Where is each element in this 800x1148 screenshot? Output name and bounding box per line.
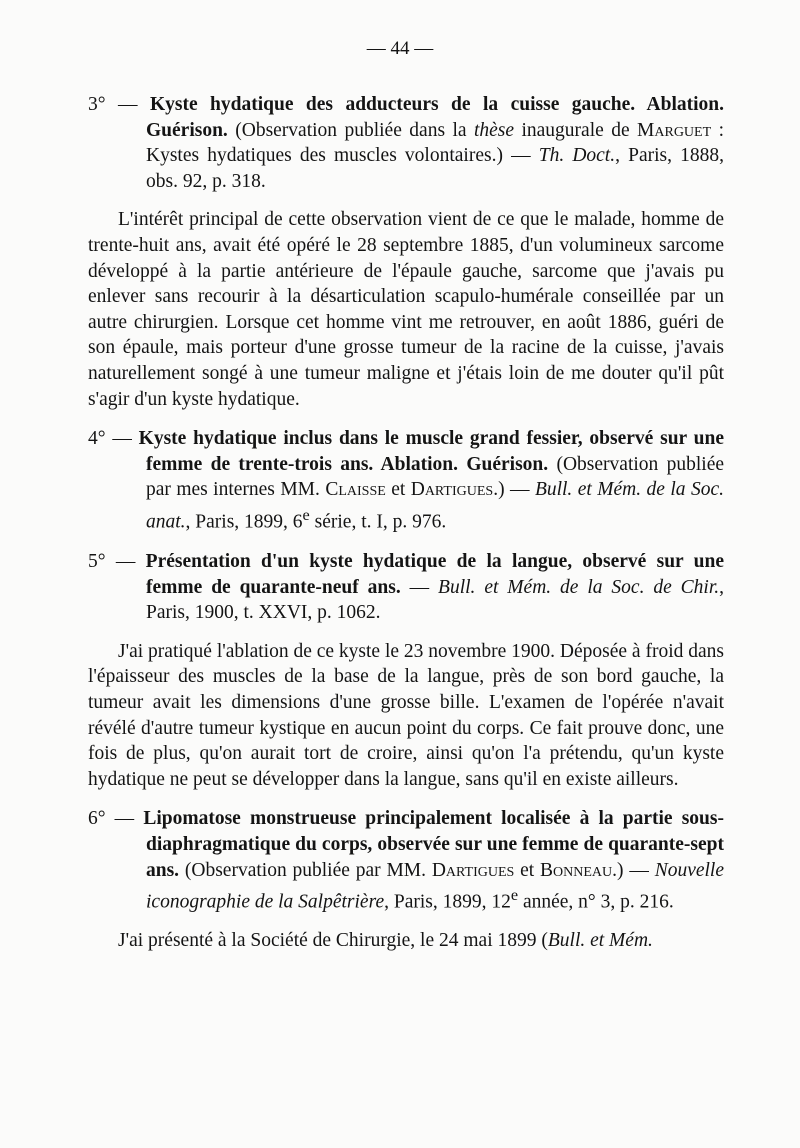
entry-reference: , Paris, 1899, 12 — [384, 891, 511, 913]
entry-4 — [88, 426, 724, 535]
author-name: Marguet — [637, 119, 712, 141]
superscript: e — [302, 505, 310, 524]
entry-3 — [88, 92, 724, 194]
page-content — [88, 92, 724, 954]
entry-reference-italic: Th. Doct. — [538, 145, 616, 167]
entry-reference: série, t. I, p. 976. — [309, 511, 447, 533]
entry-6 — [88, 806, 724, 915]
entry-reference: et — [514, 859, 541, 881]
entry-reference-italic: Nouvelle iconographie de la Salpêtrière — [146, 859, 725, 913]
entry-number: 4° — — [88, 428, 132, 450]
entry-reference: inaugurale de — [514, 119, 638, 141]
paragraph-1: L'intérêt principal de cette observation vient de ce que le malade, homme de trente-huit ans, avait été opéré le 28 septembre 1885, d'un volumineux sarcome développé à la partie antérieure de l'épaule gauche, sarcome que j'avais pu enlever sans recourir à la désarticulation scapulo-humérale conseillée par un autre chirurgien. Lorsque cet homme vint me retrouver, en août 1886, guéri de son épaule, mais porteur d'une grosse tumeur de la racine de la cuisse, j'avais naturellement songé à une tumeur maligne et j'étais loin de me douter qu'il pût s'agir d'un kyste hydatique. — [88, 209, 724, 410]
entry-title: Kyste hydatique inclus dans le muscle grand fessier, observé sur une femme de trente-trois ans. Ablation. Guérison. — [138, 428, 725, 475]
author-name: Dartigues — [431, 859, 515, 881]
entry-number: 6° — — [88, 808, 135, 830]
entry-title: Lipomatose monstrueuse principalement localisée à la partie sous-diaphragmatique du corps, observée sur une femme de quarante-sept ans. — [143, 808, 724, 881]
entry-5 — [88, 549, 724, 626]
entry-number: 5° — — [88, 551, 136, 572]
entry-reference-italic: Bull. et Mém. de la Soc. de Chir. — [438, 576, 720, 598]
entry-reference: (Observation publiée par MM. — [179, 859, 432, 881]
entry-reference: .) — — [493, 479, 535, 501]
entry-reference-italic: Bull. et Mém. de la Soc. anat. — [146, 479, 724, 533]
entry-reference: .) — — [612, 859, 655, 881]
entry-reference: , Paris, 1888, obs. 92, p. 318. — [146, 145, 725, 192]
entry-reference: (Observation publiée par mes internes MM. — [146, 453, 724, 501]
entry-reference: : Kystes hydatiques des muscles volontaires.) — — [146, 119, 725, 167]
author-name: Claisse — [325, 479, 386, 501]
entry-reference: et — [385, 479, 411, 501]
entry-reference: année, n° 3, p. 216. — [518, 891, 674, 913]
paragraph-text-italic: Bull. et Mém. — [547, 930, 653, 952]
entry-reference: (Observation publiée dans la — [227, 119, 474, 141]
author-name: Bonneau — [540, 859, 613, 881]
page-number: — 44 — — [366, 38, 434, 59]
entry-title: Présentation d'un kyste hydatique de la langue, observé sur une femme de quarante-neuf ans. — [145, 551, 724, 598]
entry-reference-italic: thèse — [473, 119, 515, 141]
entry-reference: , Paris, 1899, 6 — [185, 511, 303, 533]
author-name: Dartigues — [410, 479, 494, 501]
entry-reference: — — [400, 576, 439, 598]
entry-title: Kyste hydatique des adducteurs de la cuisse gauche. Ablation. Guérison. — [146, 94, 724, 141]
superscript: e — [510, 886, 519, 905]
entry-reference: , Paris, 1900, t. XXVI, p. 1062. — [146, 576, 725, 624]
paragraph-2: J'ai pratiqué l'ablation de ce kyste le 23 novembre 1900. Déposée à froid dans l'épaisseur des muscles de la base de la langue, près de son bord gauche, la tumeur avait les dimensions d'une grosse bille. L'examen de l'opérée n'avait révélé d'autre tumeur kystique en aucun point du corps. Ce fait prouve donc, une fois de plus, qu'on aurait tort de croire, ainsi qu'on l'a prétendu, qu'un kyste hydatique ne peut se développer dans la langue, sans qu'il en existe ailleurs. — [88, 640, 724, 790]
paragraph-text: J'ai présenté à la Société de Chirurgie, le 24 mai 1899 ( — [118, 930, 548, 952]
entry-number: 3° — — [88, 94, 138, 115]
paragraph-3 — [88, 928, 724, 954]
